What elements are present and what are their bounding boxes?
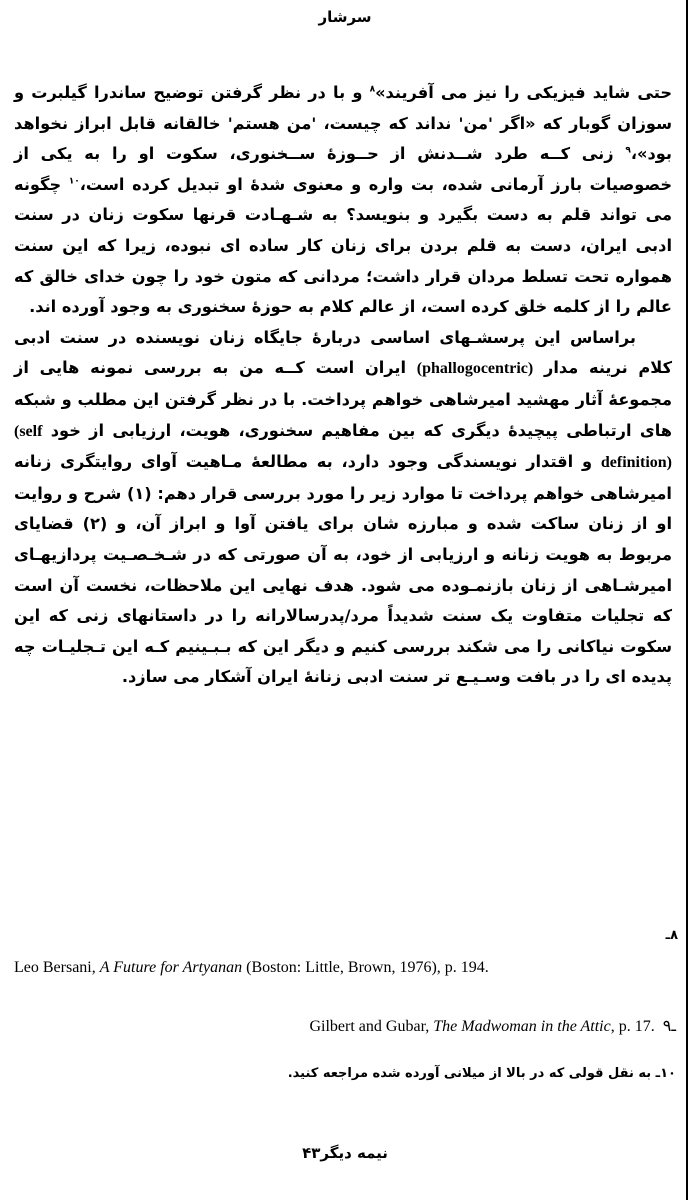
footnote-10: ۱۰ـ به نقل قولی که در بالا از میلانی آورده شده مراجعه کنید. bbox=[287, 1066, 676, 1081]
p2-text-2: ایران است کــه من به بررسی نمونه هایی از مجموعهٔ آثار مهشید امیرشاهی خواهم پرداخت. با در نظر گرفتن این مطلب و شبکه های ارتباطی پیچیدهٔ دیگری که بین مفاهیم سخنوری، هویت، ارزیابی از خود bbox=[14, 358, 672, 440]
fn9-rest: , p. 17. bbox=[610, 1018, 655, 1035]
footnote-ref-10[interactable]: ۱۰ bbox=[68, 176, 80, 187]
p1-text-3: زنی کــه طرد شــدنش از حــوزهٔ ســخنوری، سکوت او را به یکی از خصوصیات بارز آرمانی شده، بت واره و معنوی شدهٔ او تبدیل کرده است، bbox=[14, 144, 672, 194]
paragraph-2 bbox=[14, 323, 672, 693]
p1-text-2: و با در نظر گرفتن توضیح ساندرا گیلبرت و سوزان گوبار که «اگر 'من' نداند که چیست، 'من هستم' خالقانه قابل ابراز نخواهد بود»، bbox=[14, 83, 672, 164]
fn9-title: The Madwoman in the Attic bbox=[433, 1018, 611, 1035]
p2-latin-term-1: (phallogocentric) bbox=[416, 360, 534, 378]
p2-text-1: براساس این پرسشـهای اساسی دربارهٔ جایگاه زنان نویسنده در سنت ادبی کلام نرینه مدار bbox=[14, 327, 673, 378]
fn8-rest: (Boston: Little, Brown, 1976), p. 194. bbox=[242, 959, 489, 976]
page-edge-line bbox=[686, 0, 688, 1200]
fn8-author: Leo Bersani, bbox=[14, 959, 100, 976]
running-head: سرشار bbox=[318, 8, 372, 26]
footnote-ref-8[interactable]: ۸ bbox=[369, 84, 376, 95]
footnote-9 bbox=[309, 1016, 676, 1036]
paragraph-1 bbox=[14, 78, 672, 323]
fn9-number: ـ۹ bbox=[662, 1018, 676, 1035]
p1-text-4: چگونه می تواند قلم به دست بگیرد و بنویسد؟ به شـهـادت قرنها سکوت زنان در سنت ادبی ایران، دست به قلم بردن برای زنان کار ساده ای نبوده، زیرا که این سنت همواره تحت تسلط مردان قرار داشت؛ مردانی که متون خود را چون خدای خالق که عالم را از کلمه خلق کرده است، از عالم کلام به حوزهٔ سخنوری به وجود آورده اند. bbox=[14, 174, 672, 317]
p1-text-1: حتی شاید فیزیکی را نیز می آفریند» bbox=[375, 83, 672, 102]
body-text bbox=[14, 78, 672, 693]
footnote-8-number: ۸ـ bbox=[665, 928, 678, 943]
footnote-8 bbox=[14, 958, 574, 978]
p2-latin-term-2: (self definition) bbox=[14, 422, 672, 472]
fn9-text: Gilbert and Gubar, bbox=[309, 1018, 434, 1035]
footnote-ref-9[interactable]: ۹ bbox=[625, 145, 631, 156]
p2-text-3: و اقتدار نویسندگی وجود دارد، به مطالعهٔ مـاهیت آوای روایتگری زنانه امیرشاهی خواهم پرداخت تا موارد زیر را مورد بررسی قرار دهم: (۱) شرح و روایت او از زنان ساکت شده و مبارزه شان برای یافتن آوا و ابراز آن، و (۲) قضایای مربوط به هویت زنانه و ارزیابی از خود، به آن صورتی که در شـخـصـیت پردازیهـای امیرشـاهی از زنان بازنمـوده می شود. هدف نهایی این ملاحظات، نخست آن است که تجلیات متفاوت یک سنت شدیداً مرد/پدرسالارانه را در داستانهای زنی که این سکوت نیاکانی را می شکند بررسی کنیم و دیگر این که بـبـینیم کـه این تـجلیـات چه پدیده ای را در بافت وسـیـع تر سنت ادبی زنانهٔ ایران آشکار می سازد. bbox=[14, 452, 672, 687]
page-footer: نیمه دیگر۴۳ bbox=[302, 1144, 388, 1162]
fn8-title: A Future for Artyanan bbox=[99, 959, 243, 976]
